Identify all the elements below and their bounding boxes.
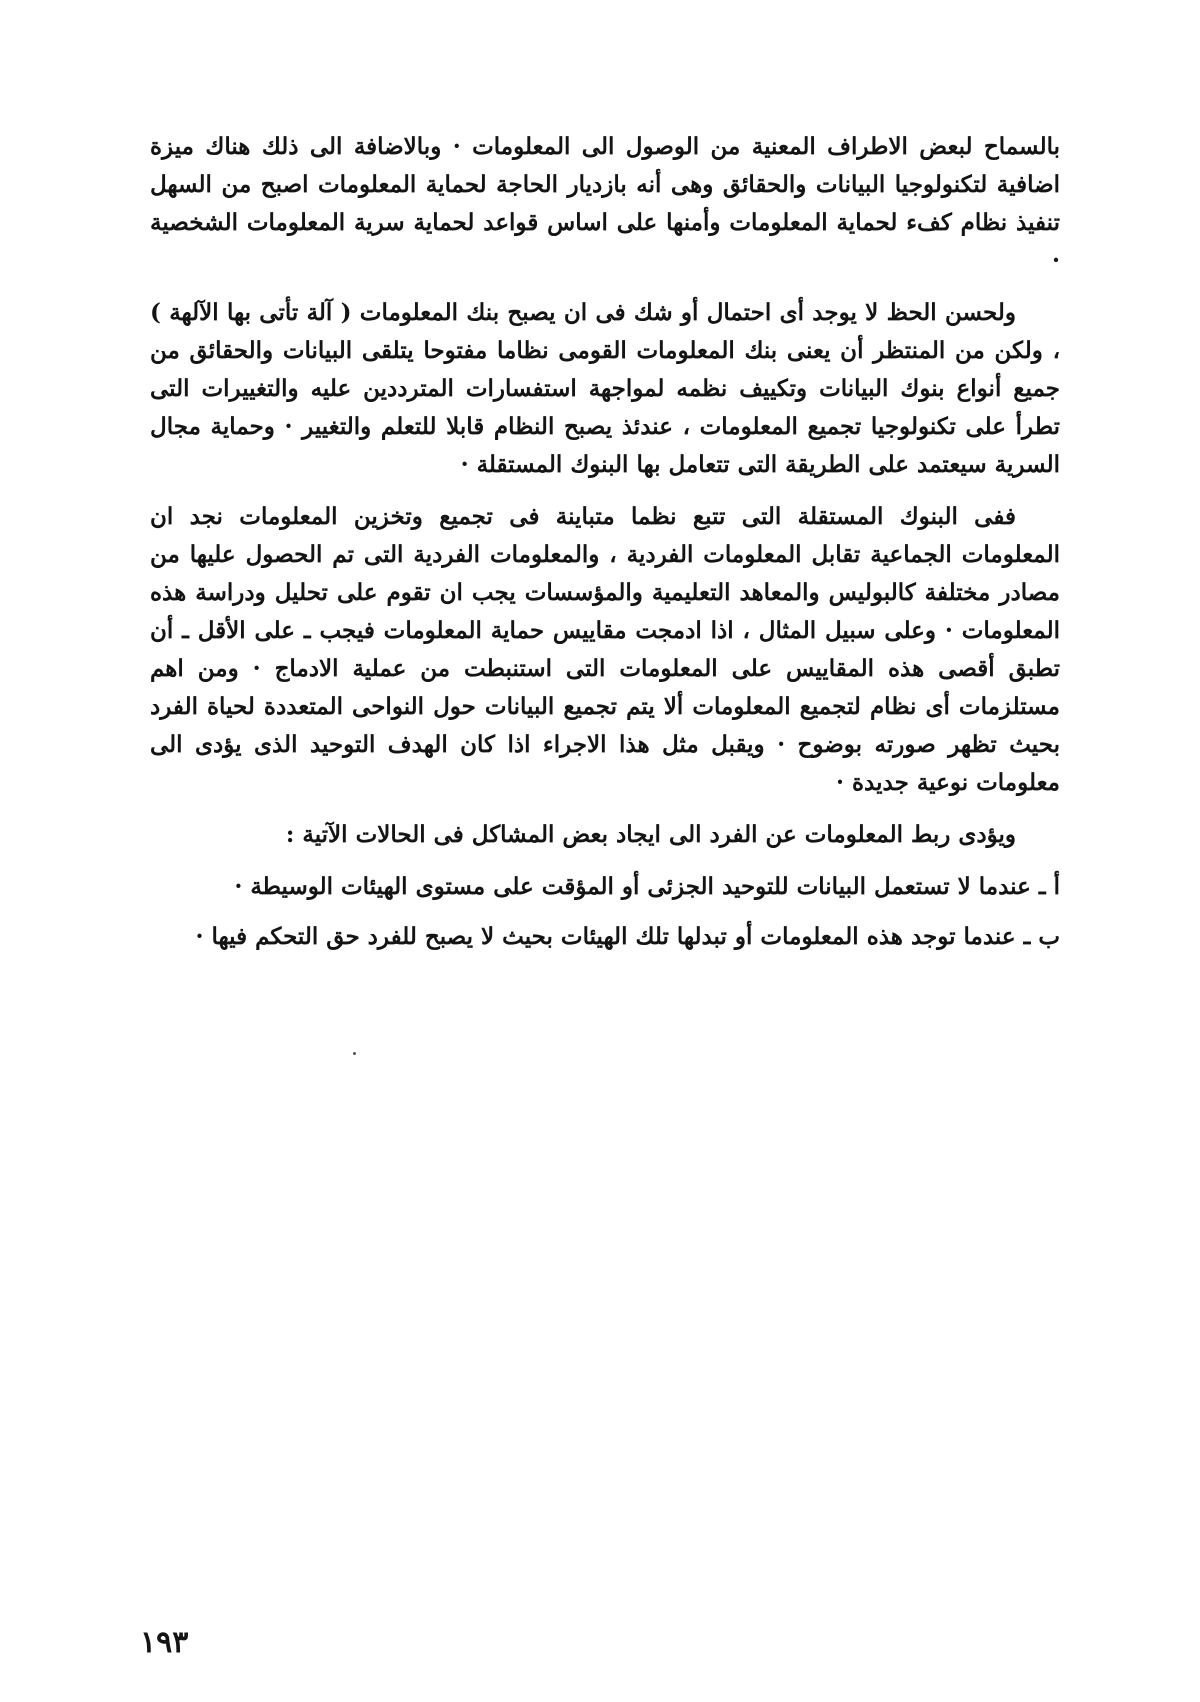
scan-speck <box>353 1052 356 1055</box>
paragraph-3: ففى البنوك المستقلة التى تتبع نظما متباينة فى تجميع وتخزين المعلومات نجد ان المعلومات الجماعية تقابل المعلومات الفردية ، والمعلومات الفردية التى تم الحصول عليها من مصادر مختلفة كالبوليس والمعاهد التعليمية والمؤسسات يجب ان تقوم على تحليل ودراسة هذه المعلومات · وعلى سبيل المثال ، اذا ادمجت مقاييس حماية المعلومات فيجب ـ على الأقل ـ أن تطبق أقصى هذه المقاييس على المعلومات التى استنبطت من عملية الادماج · ومن اهم مستلزمات أى نظام لتجميع المعلومات ألا يتم تجميع البيانات حول النواحى المتعددة لحياة الفرد بحيث تظهر صورته بوضوح · ويقبل مثل هذا الاجراء اذا كان الهدف التوحيد الذى يؤدى الى معلومات نوعية جديدة · <box>150 503 1060 796</box>
page-number: ١٩٣ <box>140 1625 189 1660</box>
body-text <box>150 128 1060 968</box>
paragraph-4: ويؤدى ربط المعلومات عن الفرد الى ايجاد بعض المشاكل فى الحالات الآتية : <box>285 821 1016 848</box>
list-item-b: ب ـ عندما توجد هذه المعلومات أو تبدلها تلك الهيئات بحيث لا يصبح للفرد حق التحكم فيها · <box>195 923 1060 950</box>
list-item-a: أ ـ عندما لا تستعمل البيانات للتوحيد الجزئى أو المؤقت على مستوى الهيئات الوسيطة · <box>234 873 1060 900</box>
paragraph-1: بالسماح لبعض الاطراف المعنية من الوصول الى المعلومات · وبالاضافة الى ذلك هناك ميزة اضافية لتكنولوجيا البيانات والحقائق وهى أنه بازديار الحاجة لحماية المعلومات اصبح من السهل تنفيذ نظام كفء لحماية المعلومات وأمنها على اساس قواعد لحماية سرية المعلومات الشخصية · <box>150 133 1060 274</box>
paragraph-2: ولحسن الحظ لا يوجد أى احتمال أو شك فى ان يصبح بنك المعلومات ( آلة تأتى بها الآلهة ) ، ولكن من المنتظر أن يعنى بنك المعلومات القومى نظاما مفتوحا يتلقى البيانات والحقائق من جميع أنواع بنوك البيانات وتكييف نظمه لمواجهة استفسارات المترددين عليه والتغييرات التى تطرأ على تكنولوجيا تجميع المعلومات ، عندئذ يصبح النظام قابلا للتعلم والتغيير · وحماية مجال السرية سيعتمد على الطريقة التى تتعامل بها البنوك المستقلة · <box>150 299 1061 478</box>
